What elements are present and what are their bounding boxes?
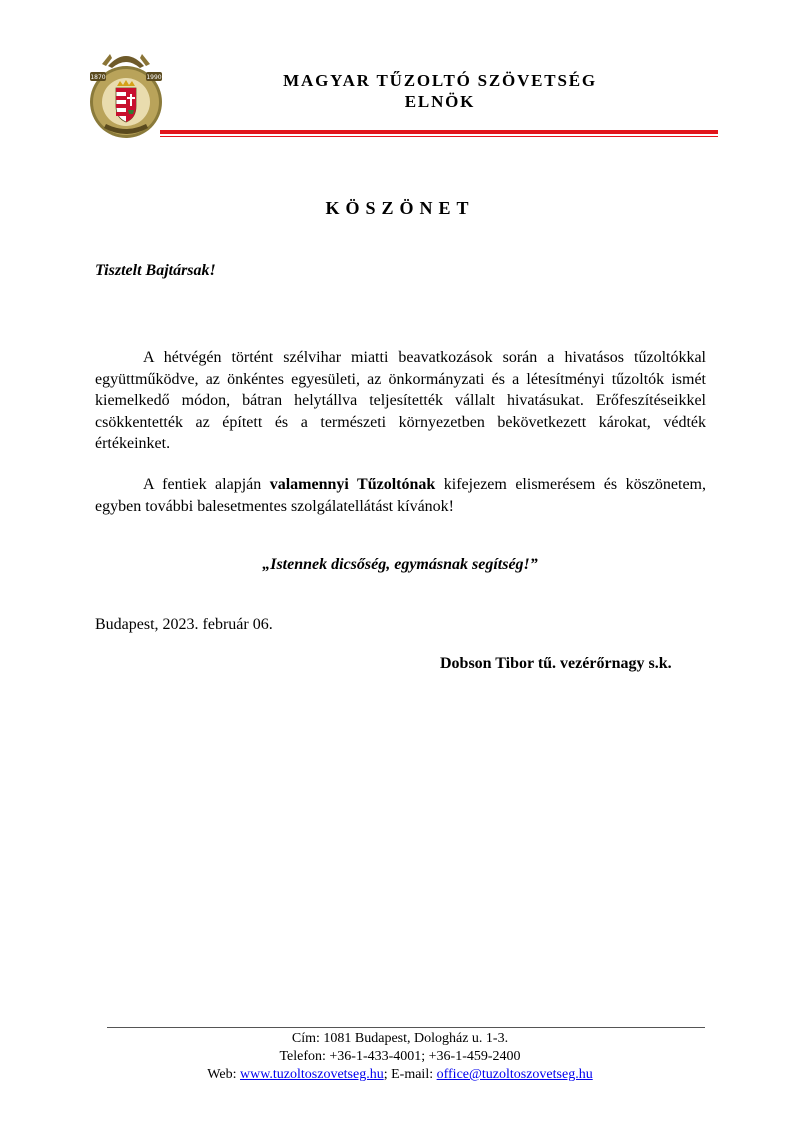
body-paragraph-2 xyxy=(95,474,706,517)
place-and-date: Budapest, 2023. február 06. xyxy=(95,616,273,633)
header-divider-thin xyxy=(160,136,718,137)
email-link[interactable]: office@tuzoltoszovetseg.hu xyxy=(436,1067,593,1082)
web-label: Web: xyxy=(207,1067,240,1082)
footer-contact xyxy=(0,1066,800,1084)
footer xyxy=(0,1030,800,1084)
signature: Dobson Tibor tű. vezérőrnagy s.k. xyxy=(440,655,672,672)
body-paragraph-1: A hétvégén történt szélvihar miatti beavatkozások során a hivatásos tűzoltókkal együttműködve, az önkéntes egyesületi, az önkormányzati és a létesítményi tűzoltók ismét kiemelkedő módon, bátran helytállva teljesítették vállalt hivatásukat. Erőfeszítéseikkel csökkentették az épített és a természeti környezetben bekövetkezett károkat, védték értékeinket. xyxy=(95,349,706,452)
greeting: Tisztelt Bajtársak! xyxy=(95,262,216,279)
footer-divider xyxy=(107,1027,705,1028)
paragraph2-end: kifejezem elismerésem és köszönetem, egyben további balesetmentes szolgálatellátást kívánok! xyxy=(95,476,706,515)
motto: „Istennek dicsőség, egymásnak segítség!” xyxy=(262,556,538,573)
email-label: ; E-mail: xyxy=(383,1067,437,1082)
seal-year-left: 1870 xyxy=(90,74,106,81)
organization-name: MAGYAR TŰZOLTÓ SZÖVETSÉG xyxy=(283,71,597,90)
paragraph2-emphasis: valamennyi Tűzoltónak xyxy=(269,476,436,493)
position-title: ELNÖK xyxy=(404,92,476,111)
association-seal-logo xyxy=(88,44,164,144)
header-divider xyxy=(160,130,718,134)
seal-year-right: 1990 xyxy=(146,74,162,81)
letter-title: KÖSZÖNET xyxy=(325,198,475,218)
paragraph2-start: A fentiek alapján xyxy=(143,476,270,493)
organization-header xyxy=(230,70,650,112)
footer-phone: Telefon: +36-1-433-4001; +36-1-459-2400 xyxy=(279,1049,521,1064)
footer-address: Cím: 1081 Budapest, Dologház u. 1-3. xyxy=(291,1031,509,1046)
website-link[interactable]: www.tuzoltoszovetseg.hu xyxy=(239,1067,384,1082)
